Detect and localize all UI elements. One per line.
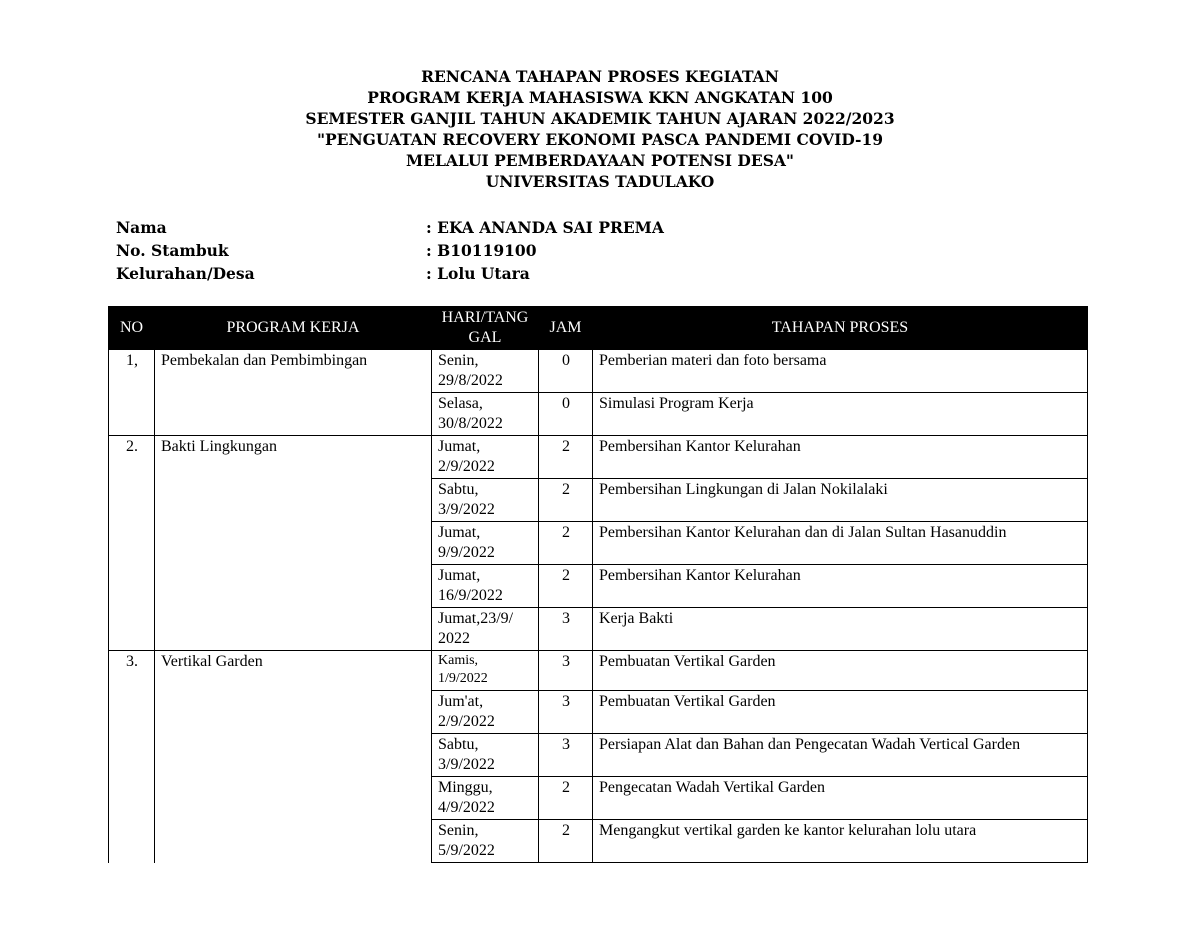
header-jam: JAM <box>539 307 593 350</box>
cell-no: 2. <box>109 436 155 651</box>
cell-date <box>432 734 539 777</box>
cell-jam: 2 <box>539 777 593 820</box>
cell-date-value: 1/9/2022 <box>438 671 488 686</box>
cell-program: Bakti Lingkungan <box>155 436 432 651</box>
cell-day: Jumat,23/9/ <box>438 610 514 627</box>
cell-date-value: 3/9/2022 <box>438 756 495 773</box>
title-line-4: "PENGUATAN RECOVERY EKONOMI PASCA PANDEMI COVID-19 <box>316 130 884 149</box>
cell-date-value: 3/9/2022 <box>438 501 495 518</box>
cell-date <box>432 691 539 734</box>
title-line-3: SEMESTER GANJIL TAHUN AKADEMIK TAHUN AJARAN 2022/2023 <box>305 109 895 128</box>
cell-day: Jum'at, <box>438 693 484 710</box>
cell-jam: 3 <box>539 651 593 691</box>
cell-jam: 3 <box>539 608 593 651</box>
cell-day: Sabtu, <box>438 736 479 753</box>
cell-date-value: 4/9/2022 <box>438 799 495 816</box>
cell-date <box>432 436 539 479</box>
cell-proses: Pembersihan Kantor Kelurahan dan di Jalan Sultan Hasanuddin <box>593 522 1088 565</box>
cell-date-value: 9/9/2022 <box>438 544 495 561</box>
title-line-5: MELALUI PEMBERDAYAAN POTENSI DESA" <box>406 151 794 170</box>
cell-proses: Pemberian materi dan foto bersama <box>593 350 1088 393</box>
title-line-6: UNIVERSITAS TADULAKO <box>485 172 715 191</box>
cell-date-value: 30/8/2022 <box>438 415 503 432</box>
cell-date-value: 5/9/2022 <box>438 842 495 859</box>
cell-jam: 2 <box>539 565 593 608</box>
cell-program: Pembekalan dan Pembimbingan <box>155 350 432 436</box>
desa-value: : Lolu Utara <box>426 262 530 285</box>
cell-proses: Persiapan Alat dan Bahan dan Pengecatan Wadah Vertical Garden <box>593 734 1088 777</box>
cell-jam: 3 <box>539 691 593 734</box>
cell-day: Selasa, <box>438 395 483 412</box>
activity-table <box>108 306 1088 863</box>
cell-date <box>432 777 539 820</box>
cell-jam: 2 <box>539 479 593 522</box>
cell-proses: Simulasi Program Kerja <box>593 393 1088 436</box>
cell-date <box>432 565 539 608</box>
header-no: NO <box>109 307 155 350</box>
cell-proses: Mengangkut vertikal garden ke kantor kelurahan lolu utara <box>593 820 1088 863</box>
table-row <box>109 350 1088 393</box>
cell-day: Jumat, <box>438 567 481 584</box>
cell-date <box>432 608 539 651</box>
cell-day: Senin, <box>438 352 479 369</box>
cell-date <box>432 522 539 565</box>
cell-proses: Pembuatan Vertikal Garden <box>593 651 1088 691</box>
document-title <box>0 66 1200 192</box>
cell-date-value: 2022 <box>438 630 470 647</box>
cell-day: Kamis, <box>438 653 479 668</box>
cell-proses: Kerja Bakti <box>593 608 1088 651</box>
cell-proses: Pembersihan Kantor Kelurahan <box>593 436 1088 479</box>
stambuk-value: : B10119100 <box>426 239 537 262</box>
title-line-1: RENCANA TAHAPAN PROSES KEGIATAN <box>421 67 779 86</box>
cell-date-value: 2/9/2022 <box>438 713 495 730</box>
cell-day: Minggu, <box>438 779 493 796</box>
cell-date <box>432 651 539 691</box>
desa-label: Kelurahan/Desa <box>116 264 255 283</box>
table-row <box>109 436 1088 479</box>
cell-no: 3. <box>109 651 155 863</box>
cell-date-value: 29/8/2022 <box>438 372 503 389</box>
cell-proses: Pembuatan Vertikal Garden <box>593 691 1088 734</box>
table-header-row <box>109 307 1088 350</box>
cell-date-value: 16/9/2022 <box>438 587 503 604</box>
header-proses: TAHAPAN PROSES <box>593 307 1088 350</box>
cell-jam: 2 <box>539 522 593 565</box>
header-program: PROGRAM KERJA <box>155 307 432 350</box>
cell-jam: 2 <box>539 436 593 479</box>
cell-no: 1, <box>109 350 155 436</box>
cell-proses: Pembersihan Kantor Kelurahan <box>593 565 1088 608</box>
title-line-2: PROGRAM KERJA MAHASISWA KKN ANGKATAN 100 <box>367 88 833 107</box>
cell-day: Jumat, <box>438 524 481 541</box>
cell-jam: 2 <box>539 820 593 863</box>
nama-label: Nama <box>116 218 167 237</box>
table-body <box>109 350 1088 863</box>
cell-date <box>432 479 539 522</box>
cell-jam: 0 <box>539 350 593 393</box>
cell-program: Vertikal Garden <box>155 651 432 863</box>
cell-date <box>432 350 539 393</box>
cell-date <box>432 393 539 436</box>
cell-proses: Pengecatan Wadah Vertikal Garden <box>593 777 1088 820</box>
cell-jam: 3 <box>539 734 593 777</box>
stambuk-label: No. Stambuk <box>116 241 229 260</box>
cell-date <box>432 820 539 863</box>
nama-value: : EKA ANANDA SAI PREMA <box>426 216 664 239</box>
cell-proses: Pembersihan Lingkungan di Jalan Nokilalaki <box>593 479 1088 522</box>
cell-date-value: 2/9/2022 <box>438 458 495 475</box>
cell-day: Sabtu, <box>438 481 479 498</box>
cell-day: Jumat, <box>438 438 481 455</box>
header-tanggal: HARI/TANGGAL <box>432 307 539 350</box>
cell-day: Senin, <box>438 822 479 839</box>
table-row <box>109 651 1088 691</box>
cell-jam: 0 <box>539 393 593 436</box>
